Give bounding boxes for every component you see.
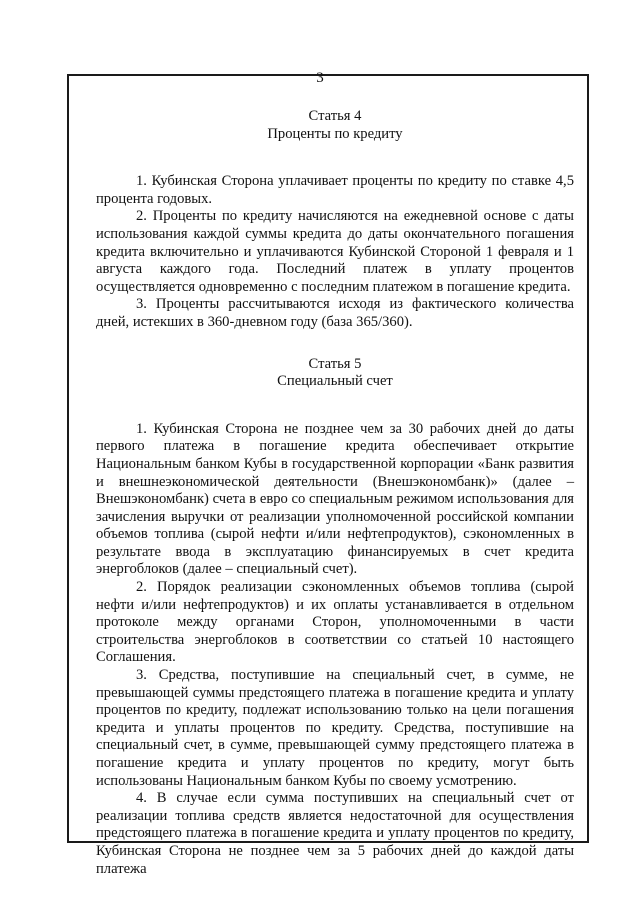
page-number: 3 [316, 70, 324, 86]
article-5-heading [96, 356, 574, 391]
article-5-paragraph-2: 2. Порядок реализации сэкономленных объемов топлива (сырой нефти и/или нефтепродуктов) и их оплаты устанавливается в отдельном протоколе между органами Сторон, уполномоченными в части строительства энергоблоков в соответствии со статьей 10 настоящего Соглашения. [96, 579, 574, 666]
spacer [96, 332, 574, 356]
article-5-paragraph-4: 4. В случае если сумма поступивших на специальный счет от реализации топлива средств является недостаточной для осуществления предстоящего платежа в погашение кредита и уплату процентов по кредиту, Кубинская Сторона не позднее чем за 5 рабочих дней до каждой даты платежа [96, 790, 574, 877]
article-4-heading [96, 108, 574, 143]
article-5-title: Специальный счет [277, 373, 393, 390]
article-5-paragraph-3: 3. Средства, поступившие на специальный счет, в сумме, не превышающей суммы предстоящего платежа в погашение кредита и уплату процентов по кредиту, подлежат использованию только на цели погашения кредита и уплаты процентов по кредиту. Средства, поступившие на специальный счет, в сумме, превышающей сумму предстоящего платежа в погашение кредита и уплату процентов по кредиту, могут быть использованы Национальным банком Кубы по своему усмотрению. [96, 667, 574, 789]
document-body [96, 108, 574, 878]
article-4-title: Проценты по кредиту [267, 125, 403, 142]
article-5-paragraph-1: 1. Кубинская Сторона не позднее чем за 30 рабочих дней до даты первого платежа в погашение кредита обеспечивает открытие Национальным банком Кубы в государственной корпорации «Банк развития и внешнеэкономической деятельности (Внешэкономбанк)» (далее – Внешэкономбанк) счета в евро со специальным режимом использования для зачисления выручки от реализации уполномоченной российской компании объемов топлива (сырой нефти и/или нефтепродуктов), сэкономленных в результате ввода в эксплуатацию финансируемых в счет кредита энергоблоков (далее – специальный счет). [96, 420, 574, 578]
article-5 [96, 356, 574, 879]
article-4-paragraph-2: 2. Проценты по кредиту начисляются на ежедневной основе с даты использования каждой суммы кредита до даты окончательного погашения кредита включительно и уплачиваются Кубинской Стороной 1 февраля и 1 августа каждого года. Последний платеж в уплату процентов осуществляется одновременно с последним платежом в погашение кредита. [96, 208, 574, 295]
article-5-number: Статья 5 [308, 355, 362, 372]
article-4-paragraph-3: 3. Проценты рассчитываются исходя из фактического количества дней, истекших в 360-дневном году (база 365/360). [96, 296, 574, 330]
spacer [96, 143, 574, 173]
article-4 [96, 108, 574, 332]
spacer [96, 391, 574, 421]
article-4-number: Статья 4 [308, 108, 362, 124]
article-4-paragraph-1: 1. Кубинская Сторона уплачивает проценты по кредиту по ставке 4,5 процента годовых. [96, 173, 574, 207]
